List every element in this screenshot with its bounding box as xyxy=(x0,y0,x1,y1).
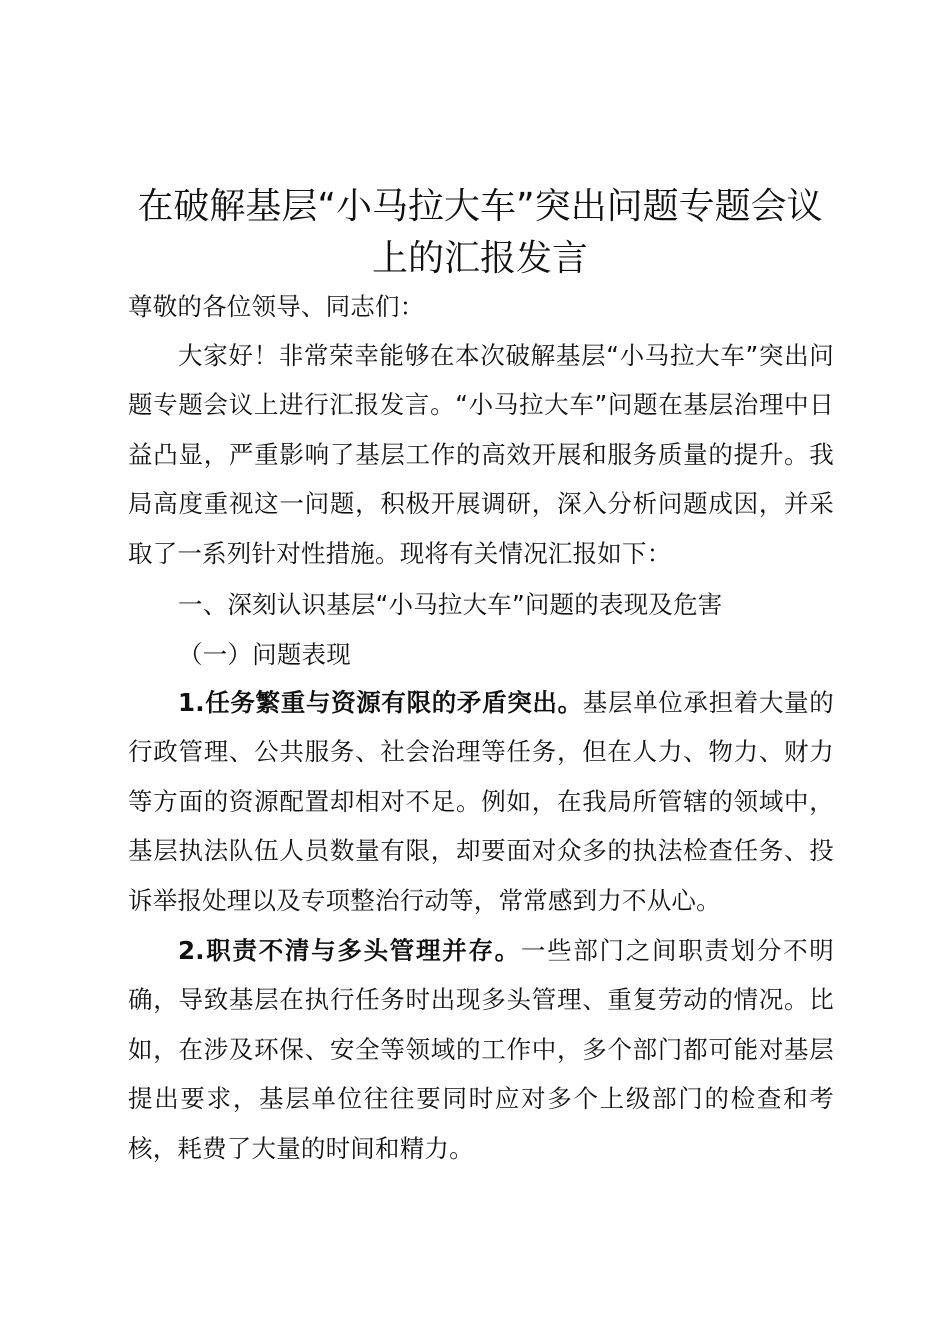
point-2-paragraph xyxy=(128,926,834,1173)
point-1-paragraph xyxy=(128,678,834,925)
section-1-heading: 一、深刻认识基层“小马拉大车”问题的表现及危害 xyxy=(178,590,723,619)
subsection-1-heading: （一）问题表现 xyxy=(178,640,351,669)
point-1-body: 基层单位承担着大量的行政管理、公共服务、社会治理等任务，但在人力、物力、财力等方面的资源配置却相对不足。例如，在我局所管辖的领域中，基层执法队伍人员数量有限，却要面对众多的执法检查任务、投诉举报处理以及专项整治行动等，常常感到力不从心。 xyxy=(128,688,834,915)
document-title-line-1: 在破解基层“小马拉大车”突出问题专题会议 xyxy=(137,186,823,227)
salutation: 尊敬的各位领导、同志们： xyxy=(128,292,425,321)
point-2-lead: 2.职责不清与多头管理并存。 xyxy=(178,936,521,965)
document-title-line-2: 上的汇报发言 xyxy=(371,238,588,279)
point-2-body: 一些部门之间职责划分不明确，导致基层在执行任务时出现多头管理、重复劳动的情况。比如，在涉及环保、安全等领域的工作中，多个部门都可能对基层提出要求，基层单位往往要同时应对多个上级部门的检查和考核，耗费了大量的时间和精力。 xyxy=(128,936,834,1163)
point-1-lead: 1.任务繁重与资源有限的矛盾突出。 xyxy=(178,688,583,717)
intro-paragraph: 大家好！非常荣幸能够在本次破解基层“小马拉大车”突出问题专题会议上进行汇报发言。“小马拉大车”问题在基层治理中日益凸显，严重影响了基层工作的高效开展和服务质量的提升。我局高度重视这一问题，积极开展调研，深入分析问题成因，并采取了一系列针对性措施。现将有关情况汇报如下： xyxy=(128,341,834,568)
